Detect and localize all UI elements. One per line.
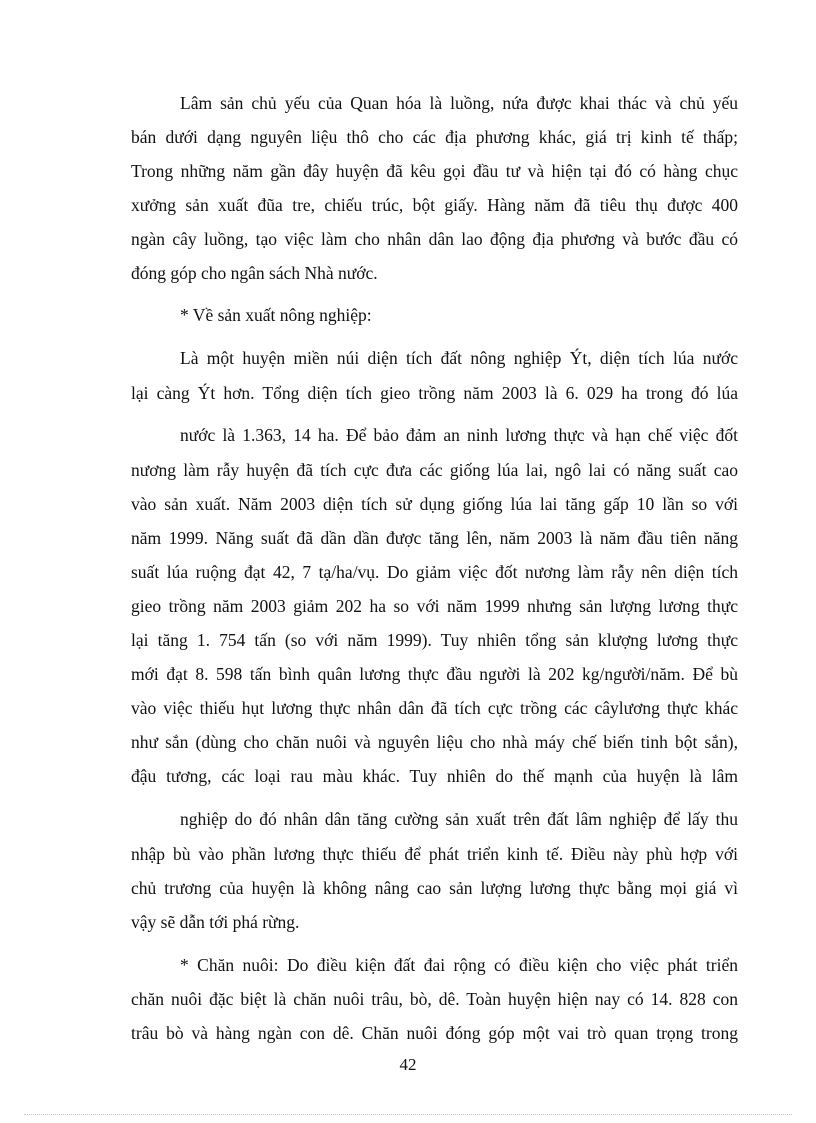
text-line: Là một huyện miền núi diện tích đất nông nghiệp Ýt, diện tích lúa nước — [180, 348, 738, 368]
text-line: gieo trồng năm 2003 giảm 202 ha so với năm 1999 nhưng sản lượng lương thực — [131, 596, 738, 616]
text-line: như sắn (dùng cho chăn nuôi và nguyên liệu cho nhà máy chế biến tinh bột sắn), — [131, 732, 738, 752]
text-line: nhập bù vào phần lương thực thiếu để phát triển kinh tế. Điều này phù hợp với — [131, 844, 738, 864]
text-line: Trong những năm gần đây huyện đã kêu gọi đầu tư và hiện tại đó có hàng chục — [131, 161, 738, 181]
text-line: chủ trương của huyện là không nâng cao sản lượng lương thực bằng mọi giá vì — [131, 878, 738, 898]
text-line: đóng góp cho ngân sách Nhà nước. — [131, 263, 378, 283]
text-line: năm 1999. Năng suất đã dần dần được tăng lên, năm 2003 là năm đầu tiên năng — [131, 528, 738, 548]
section-heading: * Về sản xuất nông nghiệp: — [180, 305, 372, 325]
text-line: lại càng Ýt hơn. Tổng diện tích gieo trồng năm 2003 là 6. 029 ha trong đó lúa — [131, 383, 738, 403]
text-line: suất lúa ruộng đạt 42, 7 tạ/ha/vụ. Do giảm việc đốt nương làm rẫy nên diện tích — [131, 562, 738, 582]
page-bottom-divider — [24, 1114, 792, 1115]
text-line: chăn nuôi đặc biệt là chăn nuôi trâu, bò, dê. Toàn huyện hiện nay có 14. 828 con — [131, 989, 738, 1009]
text-line: bán dưới dạng nguyên liệu thô cho các địa phương khác, giá trị kinh tế thấp; — [131, 127, 738, 147]
text-line: nghiệp do đó nhân dân tăng cường sản xuất trên đất lâm nghiệp để lấy thu — [180, 809, 738, 829]
text-line: vậy sẽ dẫn tới phá rừng. — [131, 912, 300, 932]
text-line: xưởng sản xuất đũa tre, chiếu trúc, bột giấy. Hàng năm đã tiêu thụ được 400 — [131, 195, 738, 215]
text-line: Lâm sản chủ yếu của Quan hóa là luồng, nứa được khai thác và chủ yếu — [180, 93, 738, 113]
text-line: trâu bò và hàng ngàn con dê. Chăn nuôi đóng góp một vai trò quan trọng trong — [131, 1023, 738, 1043]
text-line: mới đạt 8. 598 tấn bình quân lương thực đầu người là 202 kg/người/năm. Để bù — [131, 664, 738, 684]
text-line: vào sản xuất. Năm 2003 diện tích sử dụng giống lúa lai tăng gấp 10 lần so với — [131, 494, 738, 514]
text-line: nước là 1.363, 14 ha. Để bảo đảm an ninh lương thực và hạn chế việc đốt — [180, 425, 738, 445]
text-line: đậu tương, các loại rau màu khác. Tuy nhiên do thế mạnh của huyện là lâm — [131, 766, 738, 786]
page-number: 42 — [399, 1055, 417, 1074]
text-line: lại tăng 1. 754 tấn (so với năm 1999). Tuy nhiên tổng sản klượng lương thực — [131, 630, 738, 650]
text-line: vào việc thiếu hụt lương thực nhân dân đã tích cực trồng các câylương thực khác — [131, 698, 738, 718]
text-line: ngàn cây luồng, tạo việc làm cho nhân dân lao động địa phương và bước đầu có — [131, 229, 738, 249]
text-line: * Chăn nuôi: Do điều kiện đất đai rộng có điều kiện cho việc phát triển — [180, 955, 738, 975]
text-line: nương làm rẫy huyện đã tích cực đưa các giống lúa lai, ngô lai có năng suất cao — [131, 460, 738, 480]
